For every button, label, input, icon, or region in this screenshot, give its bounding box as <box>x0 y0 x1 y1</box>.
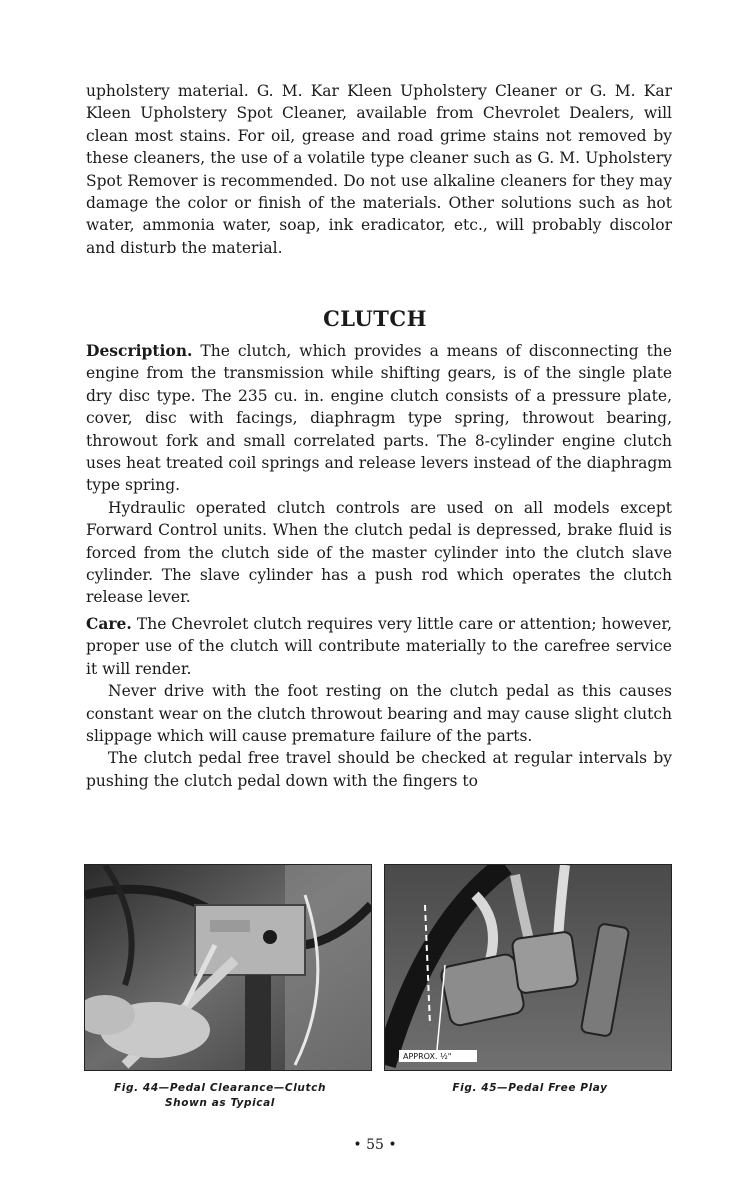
figure-44-caption <box>70 1081 370 1111</box>
free-play-label: APPROX. ½" <box>403 1052 452 1061</box>
figure-44-photo <box>84 864 372 1071</box>
description-paragraph <box>86 340 672 497</box>
intro-paragraph: upholstery material. G. M. Kar Kleen Upholstery Cleaner or G. M. Kar Kleen Upholstery Spot Cleaner, available from Chevrolet Dealers, will clean most stains. For oil, grease and road grime stains not removed by these cleaners, the use of a volatile type cleaner such as G. M. Upholstery Spot Remover is recommended. Do not use alkaline cleaners for they may damage the color or finish of the materials. Other solutions such as hot water, ammonia water, soap, ink eradicator, etc., will probably discolor and disturb the material. <box>86 82 672 257</box>
figure-44-caption-line1: Fig. 44—Pedal Clearance—Clutch <box>113 1082 327 1094</box>
free-travel-paragraph: The clutch pedal free travel should be checked at regular intervals by pushing the clutch pedal down with the fingers to <box>86 749 672 790</box>
section-title: CLUTCH <box>323 306 427 331</box>
page-number: • 55 • <box>353 1137 397 1153</box>
hydraulic-paragraph: Hydraulic operated clutch controls are used on all models except Forward Control units. When the clutch pedal is depressed, brake fluid is forced from the clutch side of the master cylinder into the clutch slave cylinder. The slave cylinder has a push rod which operates the clutch release lever. <box>86 498 672 607</box>
figure-45-photo <box>384 864 672 1071</box>
never-drive-paragraph: Never drive with the foot resting on the clutch pedal as this causes constant wear on the clutch throwout bearing and may cause slight clutch slippage which will cause premature failure of the parts. <box>86 682 672 745</box>
clutch-body <box>86 340 672 792</box>
care-paragraph <box>86 613 672 680</box>
figure-44-caption-line2: Shown as Typical <box>165 1097 275 1109</box>
description-text: The clutch, which provides a means of disconnecting the engine from the transmission while shifting gears, is of the single plate dry disc type. The 235 cu. in. engine clutch consists of a pressure plate, cover, disc with facings, diaphragm type spring, throwout bearing, throwout fork and small correlated parts. The 8-cylinder engine clutch uses heat treated coil springs and release levers instead of the diaphragm type spring. <box>86 342 672 495</box>
care-label: Care. <box>86 613 132 633</box>
description-label: Description. <box>86 341 193 360</box>
care-text: The Chevrolet clutch requires very little care or attention; however, proper use of the clutch will contribute materially to the carefree service it will render. <box>86 614 672 678</box>
intro-paragraph-block <box>86 80 672 259</box>
pedal-clearance-illustration <box>85 865 371 1070</box>
pedal-free-play-illustration <box>385 865 671 1070</box>
figure-45-caption: Fig. 45—Pedal Free Play <box>452 1082 608 1094</box>
